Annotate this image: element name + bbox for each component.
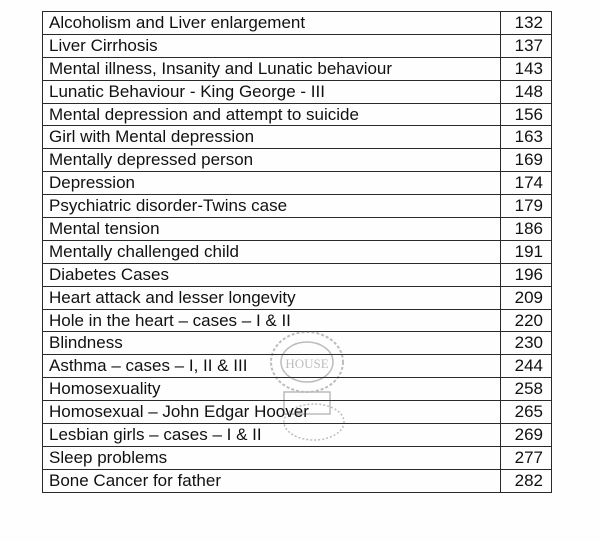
row-page-number: 244 <box>501 355 552 378</box>
row-page-number: 179 <box>501 195 552 218</box>
table-row <box>43 195 552 218</box>
row-title: Girl with Mental depression <box>43 126 501 149</box>
table-row <box>43 309 552 332</box>
row-page-number: 282 <box>501 469 552 492</box>
table-row <box>43 378 552 401</box>
toc-body <box>43 12 552 493</box>
row-title: Liver Cirrhosis <box>43 34 501 57</box>
row-page-number: 186 <box>501 218 552 241</box>
row-title: Lesbian girls – cases – I & II <box>43 424 501 447</box>
table-row <box>43 240 552 263</box>
row-page-number: 277 <box>501 446 552 469</box>
row-title: Homosexuality <box>43 378 501 401</box>
table-row <box>43 469 552 492</box>
row-page-number: 230 <box>501 332 552 355</box>
row-page-number: 258 <box>501 378 552 401</box>
row-title: Hole in the heart – cases – I & II <box>43 309 501 332</box>
row-page-number: 163 <box>501 126 552 149</box>
row-page-number: 196 <box>501 263 552 286</box>
row-title: Psychiatric disorder-Twins case <box>43 195 501 218</box>
row-page-number: 209 <box>501 286 552 309</box>
table-row <box>43 286 552 309</box>
row-title: Mentally challenged child <box>43 240 501 263</box>
row-page-number: 169 <box>501 149 552 172</box>
row-title: Heart attack and lesser longevity <box>43 286 501 309</box>
row-page-number: 148 <box>501 80 552 103</box>
row-page-number: 156 <box>501 103 552 126</box>
table-row <box>43 57 552 80</box>
table-row <box>43 332 552 355</box>
row-title: Homosexual – John Edgar Hoover <box>43 401 501 424</box>
row-page-number: 220 <box>501 309 552 332</box>
row-title: Diabetes Cases <box>43 263 501 286</box>
table-row <box>43 424 552 447</box>
table-of-contents <box>42 11 552 493</box>
row-title: Bone Cancer for father <box>43 469 501 492</box>
svg-text:HOUSE: HOUSE <box>285 356 329 371</box>
table-row <box>43 446 552 469</box>
row-title: Mental tension <box>43 218 501 241</box>
row-page-number: 265 <box>501 401 552 424</box>
row-title: Depression <box>43 172 501 195</box>
table-row <box>43 149 552 172</box>
table-row <box>43 126 552 149</box>
row-page-number: 132 <box>501 12 552 35</box>
row-page-number: 143 <box>501 57 552 80</box>
table-row <box>43 218 552 241</box>
row-title: Lunatic Behaviour - King George - III <box>43 80 501 103</box>
row-title: Sleep problems <box>43 446 501 469</box>
table-row <box>43 34 552 57</box>
row-title: Mental illness, Insanity and Lunatic behaviour <box>43 57 501 80</box>
row-title: Asthma – cases – I, II & III <box>43 355 501 378</box>
row-page-number: 137 <box>501 34 552 57</box>
row-page-number: 174 <box>501 172 552 195</box>
table-row <box>43 80 552 103</box>
row-page-number: 191 <box>501 240 552 263</box>
table-row <box>43 103 552 126</box>
table-row <box>43 172 552 195</box>
row-title: Mentally depressed person <box>43 149 501 172</box>
table-row <box>43 263 552 286</box>
row-title: Blindness <box>43 332 501 355</box>
table-row <box>43 355 552 378</box>
table-row <box>43 12 552 35</box>
row-title: Mental depression and attempt to suicide <box>43 103 501 126</box>
row-page-number: 269 <box>501 424 552 447</box>
table-row <box>43 401 552 424</box>
row-title: Alcoholism and Liver enlargement <box>43 12 501 35</box>
